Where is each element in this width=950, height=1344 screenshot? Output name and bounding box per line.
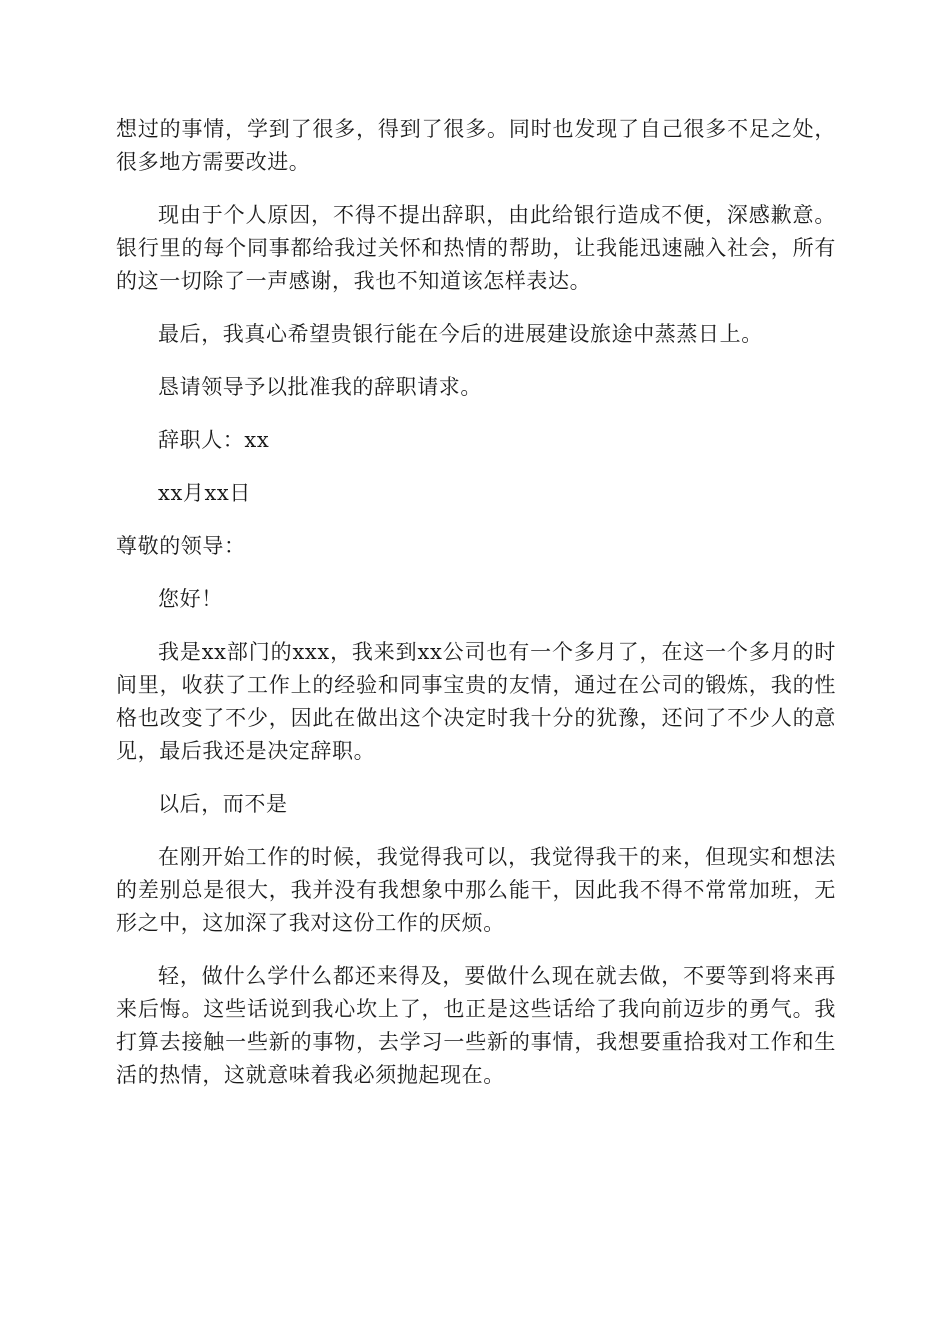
signature-line: 辞职人：xx	[158, 428, 270, 452]
paragraph-4: 恳请领导予以批准我的辞职请求。	[158, 375, 482, 399]
document-body	[116, 113, 836, 1112]
greeting: 您好！	[158, 587, 223, 611]
paragraph-10: 以后，而不是	[158, 792, 288, 816]
paragraph-3: 最后，我真心希望贵银行能在今后的进展建设旅途中蒸蒸日上。	[158, 322, 763, 346]
paragraph-11: 在刚开始工作的时候，我觉得我可以，我觉得我干的来，但现实和想法的差别总是很大，我并没有我想象中那么能干，因此我不得不常常加班，无形之中，这加深了我对这份工作的厌烦。	[116, 845, 836, 935]
paragraph-12: 轻，做什么学什么都还来得及，要做什么现在就去做，不要等到将来再来后悔。这些话说到我心坎上了，也正是这些话给了我向前迈步的勇气。我打算去接触一些新的事物，去学习一些新的事情，我想要重拾我对工作和生活的热情，这就意味着我必须抛起现在。	[116, 964, 836, 1087]
paragraph-2: 现由于个人原因，不得不提出辞职，由此给银行造成不便，深感歉意。银行里的每个同事都给我过关怀和热情的帮助，让我能迅速融入社会，所有的这一切除了一声感谢，我也不知道该怎样表达。	[116, 203, 836, 293]
salutation: 尊敬的领导：	[116, 534, 246, 558]
paragraph-1: 想过的事情，学到了很多，得到了很多。同时也发现了自己很多不足之处，很多地方需要改进。	[116, 117, 836, 174]
paragraph-9: 我是xx部门的xxx，我来到xx公司也有一个多月了，在这一个多月的时间里，收获了工作上的经验和同事宝贵的友情，通过在公司的锻炼，我的性格也改变了不少，因此在做出这个决定时我十分的犹豫，还问了不少人的意见，最后我还是决定辞职。	[116, 640, 836, 763]
date-line: xx月xx日	[158, 481, 251, 505]
